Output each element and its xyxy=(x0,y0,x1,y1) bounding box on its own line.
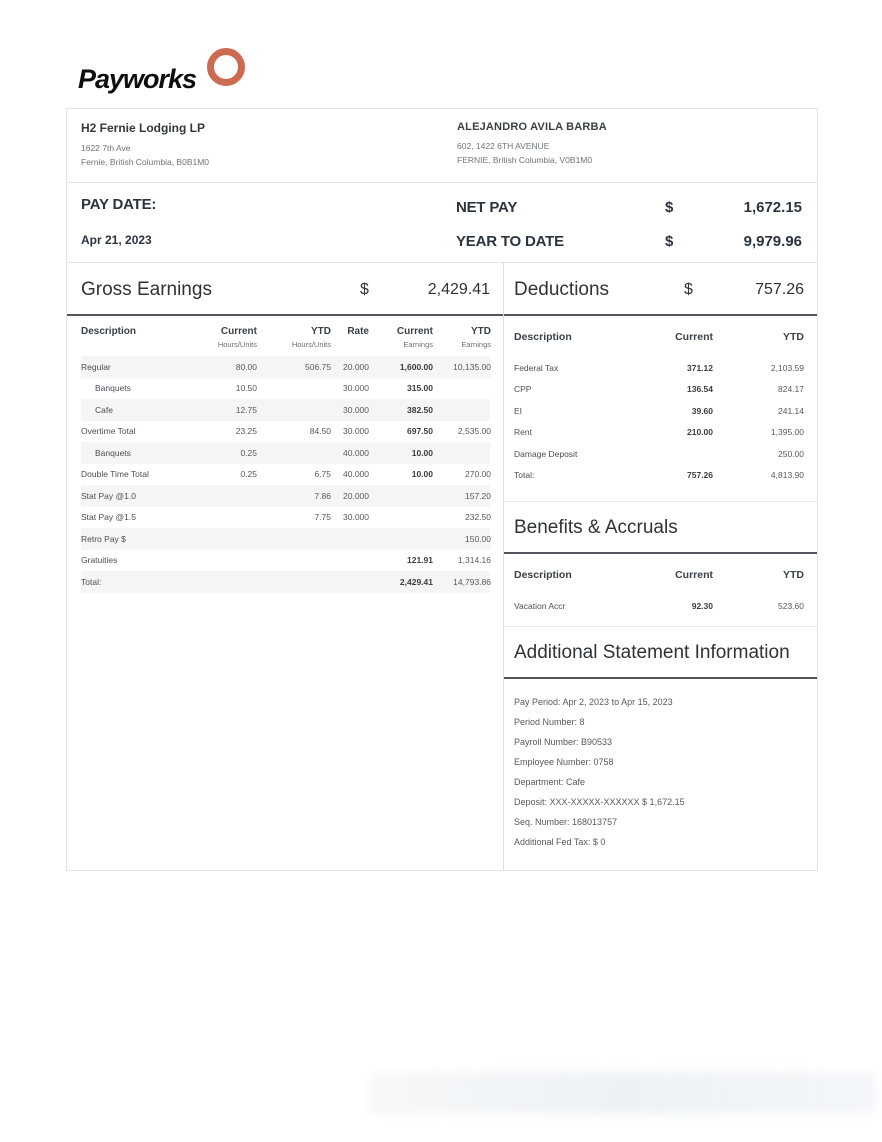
cell-description: Stat Pay @1.5 xyxy=(81,512,136,522)
cell-ytd-earnings xyxy=(433,378,491,400)
company-address-line2: Fernie, British Columbia, B0B1M0 xyxy=(81,157,210,167)
cell-description: Cafe xyxy=(95,404,113,415)
header-current-earnings: Current Earnings xyxy=(396,326,433,349)
cell-current-earnings xyxy=(369,507,433,529)
deduction-row xyxy=(514,400,804,422)
ytd-row xyxy=(456,224,802,258)
cell-description: Banquets xyxy=(95,447,131,458)
pay-summary-row xyxy=(67,183,817,263)
cell-ytd-earnings: 232.50 xyxy=(465,512,491,522)
cell-current-hours xyxy=(193,485,257,507)
cell-ytd-earnings: 157.20 xyxy=(465,490,491,501)
cell-ytd-earnings: 10,135.00 xyxy=(453,361,491,372)
info-employee-number: Employee Number: 0758 xyxy=(514,756,614,767)
employee-address-line2: FERNIE, British Columbia, V0B1M0 xyxy=(457,155,593,165)
cell-description: Total: xyxy=(81,576,102,587)
cell-current-earnings: 10.00 xyxy=(411,447,433,458)
cell-ytd-hours: 7.75 xyxy=(314,512,331,522)
cell-ytd: 250.00 xyxy=(778,448,804,459)
cell-description: Federal Tax xyxy=(514,362,559,373)
gross-earnings-currency: $ xyxy=(360,281,369,298)
earnings-row xyxy=(81,399,490,421)
cell-current-earnings xyxy=(369,485,433,507)
earnings-row xyxy=(81,528,490,550)
earnings-row xyxy=(81,442,490,464)
cell-ytd-hours xyxy=(257,378,331,400)
cell-description: Overtime Total xyxy=(81,426,136,436)
employee-block xyxy=(457,121,817,169)
cell-description: CPP xyxy=(514,384,532,394)
earnings-row xyxy=(81,378,490,400)
ytd-currency: $ xyxy=(665,232,674,250)
cell-description: Total: xyxy=(514,470,535,480)
cell-rate: 40.000 xyxy=(343,469,369,479)
benefits-section xyxy=(504,501,817,617)
cell-current-earnings: 2,429.41 xyxy=(399,576,433,587)
benefits-table xyxy=(504,554,817,617)
cell-current-hours xyxy=(193,507,257,529)
cell-description: Rent xyxy=(514,427,532,437)
info-deposit: Deposit: XXX-XXXXX-XXXXXX $ 1,672.15 xyxy=(514,796,685,807)
cell-description: EI xyxy=(514,405,523,416)
cell-ytd-hours: 6.75 xyxy=(314,469,331,479)
cell-current: 210.00 xyxy=(687,427,713,437)
cell-ytd: 1,395.00 xyxy=(770,427,804,437)
cell-ytd-earnings: 270.00 xyxy=(465,469,491,479)
gross-earnings-total: 2,429.41 xyxy=(427,281,490,298)
cell-current-earnings: 121.91 xyxy=(407,555,433,565)
cell-ytd-earnings: 150.00 xyxy=(465,533,491,544)
cell-current-earnings: 315.00 xyxy=(407,383,433,393)
header-current: Current xyxy=(675,331,713,343)
cell-description: Banquets xyxy=(95,383,131,393)
cell-description: Vacation Accr xyxy=(514,600,566,611)
info-additional-fed-tax: Additional Fed Tax: $ 0 xyxy=(514,836,606,847)
cell-current-hours: 0.25 xyxy=(240,447,257,458)
pay-amounts xyxy=(456,190,802,258)
cell-description: Double Time Total xyxy=(81,469,149,479)
cell-description: Gratuities xyxy=(81,555,118,565)
earnings-row xyxy=(81,485,490,507)
right-column xyxy=(504,263,817,870)
cell-rate: 20.000 xyxy=(343,361,369,372)
info-payroll-number: Payroll Number: B90533 xyxy=(514,736,613,747)
watermark xyxy=(368,1072,876,1114)
deduction-row xyxy=(514,379,804,401)
payworks-logo xyxy=(78,48,245,95)
cell-rate xyxy=(331,528,369,550)
company-address-line1: 1622 7th Ave xyxy=(81,143,131,153)
header-description: Description xyxy=(514,331,572,343)
header-ytd-hours: YTD Hours/Units xyxy=(291,326,331,349)
cell-ytd-earnings xyxy=(433,442,491,464)
net-pay-currency: $ xyxy=(665,198,674,216)
net-pay-label: NET PAY xyxy=(456,198,518,216)
company-block xyxy=(67,121,457,169)
cell-rate: 40.000 xyxy=(343,447,369,458)
header-ytd: YTD xyxy=(783,569,804,581)
cell-ytd-hours xyxy=(257,571,331,593)
cell-current: 757.26 xyxy=(687,470,713,480)
earnings-total-row xyxy=(81,571,490,593)
cell-description: Regular xyxy=(81,361,111,372)
deduction-row xyxy=(514,443,804,465)
net-pay-amount: 1,672.15 xyxy=(743,198,802,216)
address-row xyxy=(67,109,817,183)
employee-name: ALEJANDRO AVILA BARBA xyxy=(457,121,607,133)
cell-current-hours xyxy=(193,571,257,593)
header-ytd: YTD xyxy=(783,331,804,343)
header-current-hours: Current Hours/Units xyxy=(217,326,257,349)
cell-description: Retro Pay $ xyxy=(81,533,126,544)
cell-ytd-earnings: 1,314.16 xyxy=(457,555,491,565)
earnings-row xyxy=(81,550,490,572)
header-current: Current xyxy=(675,569,713,581)
employee-address-line1: 602, 1422 6TH AVENUE xyxy=(457,141,550,151)
deductions-total: 757.26 xyxy=(755,281,804,298)
cell-current: 39.60 xyxy=(691,405,713,416)
gross-earnings-header xyxy=(67,263,503,316)
cell-ytd: 2,103.59 xyxy=(770,362,804,373)
additional-info-list xyxy=(504,679,817,870)
info-period-number: Period Number: 8 xyxy=(514,716,585,727)
earnings-row xyxy=(81,356,490,378)
deductions-total-row xyxy=(514,465,804,487)
cell-ytd-earnings: 14,793.86 xyxy=(453,576,491,587)
earnings-row xyxy=(81,464,490,486)
gross-earnings-title: Gross Earnings xyxy=(81,279,212,300)
brand-name: Payworks xyxy=(78,64,197,94)
cell-ytd-earnings xyxy=(433,399,491,421)
deductions-table-header xyxy=(514,327,804,357)
benefits-title: Benefits & Accruals xyxy=(504,502,817,554)
cell-ytd-hours xyxy=(257,528,331,550)
pay-date-value: Apr 21, 2023 xyxy=(81,233,152,247)
benefit-row xyxy=(514,595,804,617)
cell-rate: 20.000 xyxy=(343,490,369,501)
cell-ytd: 4,813.90 xyxy=(770,470,804,480)
header-description: Description xyxy=(514,569,572,581)
cell-current-hours: 80.00 xyxy=(235,361,257,372)
cell-current-hours: 10.50 xyxy=(235,383,257,393)
earnings-row xyxy=(81,421,490,443)
cell-rate: 30.000 xyxy=(343,383,369,393)
deductions-title: Deductions xyxy=(514,279,610,300)
cell-ytd-hours: 506.75 xyxy=(305,361,331,372)
info-seq-number: Seq. Number: 168013757 xyxy=(514,816,618,827)
info-pay-period: Pay Period: Apr 2, 2023 to Apr 15, 2023 xyxy=(514,696,673,707)
cell-current-hours: 0.25 xyxy=(240,469,257,479)
ytd-label: YEAR TO DATE xyxy=(456,232,564,250)
statement-columns xyxy=(67,263,817,870)
deduction-row xyxy=(514,357,804,379)
cell-current: 136.54 xyxy=(687,384,713,394)
cell-rate: 30.000 xyxy=(343,512,369,522)
cell-ytd-hours: 7.86 xyxy=(314,490,331,501)
circle-logo-icon xyxy=(207,48,245,86)
earnings-row xyxy=(81,507,490,529)
cell-current-earnings: 1,600.00 xyxy=(399,361,433,372)
earnings-table-header xyxy=(81,325,490,356)
additional-info-section xyxy=(504,626,817,870)
cell-current: 371.12 xyxy=(687,362,713,373)
cell-ytd-hours: 84.50 xyxy=(309,426,331,436)
cell-current xyxy=(643,443,713,465)
cell-current-hours: 12.75 xyxy=(235,404,257,415)
cell-rate xyxy=(331,550,369,572)
deductions-header xyxy=(504,263,817,316)
cell-current-earnings xyxy=(369,528,433,550)
deductions-currency: $ xyxy=(684,281,693,298)
cell-current-earnings: 10.00 xyxy=(411,469,433,479)
cell-description: Damage Deposit xyxy=(514,448,578,459)
cell-ytd-hours xyxy=(257,399,331,421)
cell-ytd-hours xyxy=(257,442,331,464)
ytd-amount: 9,979.96 xyxy=(743,232,802,250)
cell-ytd-earnings: 2,535.00 xyxy=(457,426,491,436)
earnings-table xyxy=(67,316,503,593)
cell-rate xyxy=(331,571,369,593)
pay-statement xyxy=(66,108,818,871)
cell-rate: 30.000 xyxy=(343,426,369,436)
header-ytd-earnings: YTD Earnings xyxy=(461,326,491,349)
header-rate: Rate xyxy=(347,326,369,337)
cell-description: Stat Pay @1.0 xyxy=(81,490,136,501)
company-name: H2 Fernie Lodging LP xyxy=(81,121,206,135)
benefits-table-header xyxy=(514,565,804,595)
deduction-row xyxy=(514,422,804,444)
info-department: Department: Cafe xyxy=(514,776,586,787)
cell-current-hours: 23.25 xyxy=(235,426,257,436)
cell-current-earnings: 382.50 xyxy=(407,404,433,415)
cell-rate: 30.000 xyxy=(343,404,369,415)
cell-current-hours xyxy=(193,550,257,572)
cell-current: 92.30 xyxy=(691,600,713,611)
cell-ytd-hours xyxy=(257,550,331,572)
cell-ytd: 241.14 xyxy=(778,405,804,416)
additional-info-title: Additional Statement Information xyxy=(504,627,817,679)
header-description: Description xyxy=(81,326,137,337)
net-pay-row xyxy=(456,190,802,224)
cell-ytd: 523.60 xyxy=(778,600,804,611)
cell-current-earnings: 697.50 xyxy=(407,426,433,436)
cell-current-hours xyxy=(193,528,257,550)
pay-date-label: PAY DATE: xyxy=(81,196,157,213)
cell-ytd: 824.17 xyxy=(778,384,804,394)
deductions-table xyxy=(504,316,817,486)
gross-earnings-section xyxy=(67,263,504,870)
